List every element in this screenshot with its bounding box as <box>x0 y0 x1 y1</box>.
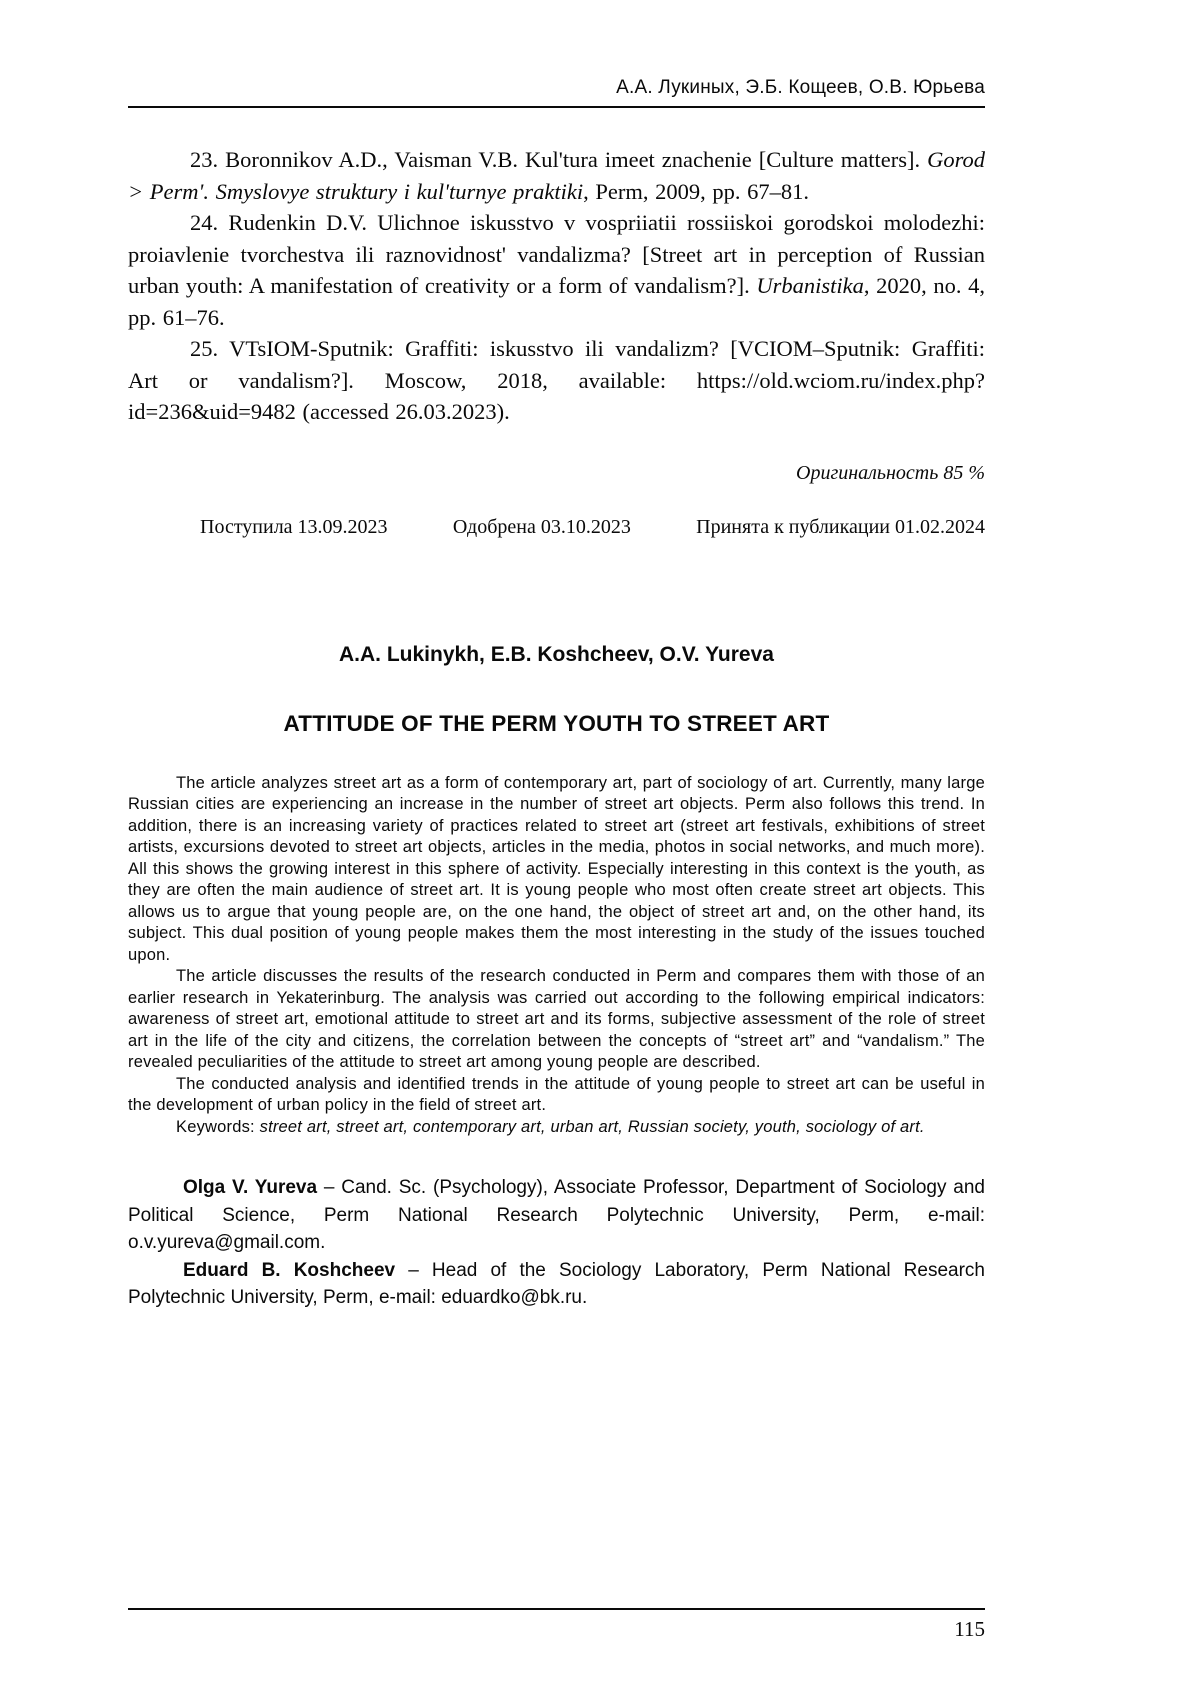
keywords-label: Keywords: <box>176 1117 260 1136</box>
date-accepted: Принята к публикации 01.02.2024 <box>696 515 985 538</box>
keywords-line <box>128 1117 985 1139</box>
date-received: Поступила 13.09.2023 <box>200 515 388 538</box>
reference-text: 25. VTsIOM-Sputnik: Graffiti: iskusstvo ili vandalizm? [VCIOM–Sputnik: Graffiti: Art or vandalism?]. Moscow, 2018, available: https://old.wciom.ru/index.php?id=236&uid=9482 (accessed 26.03.2023). <box>128 336 985 424</box>
originality-note: Оригинальность 85 % <box>796 461 985 484</box>
date-approved: Одобрена 03.10.2023 <box>452 515 631 538</box>
reference-text: , 2020, no. 4, pp. 61–76. <box>128 273 986 330</box>
abstract-paragraph-3: The conducted analysis and identified trends in the attitude of young people to street art can be useful in the development of urban policy in the field of street art. <box>128 1074 985 1114</box>
header-rule <box>128 106 985 108</box>
bio-koshcheev <box>128 1257 985 1312</box>
page-footer <box>128 1608 985 1642</box>
bio-yureva <box>128 1174 985 1257</box>
abstract-paragraph-2: The article discusses the results of the research conducted in Perm and compares them with those of an earlier research in Yekaterinburg. The analysis was carried out according to the following empirical indicators: awareness of street art, emotional attitude to street art and its forms, subjective assessment of the role of street art in the life of the city and citizens, the correlation between the concepts of “street art” and “vandalism.” The revealed peculiarities of the attitude to street art among young people are described. <box>128 967 985 1071</box>
abstract-block <box>128 773 985 1139</box>
keywords-list: street art, street art, contemporary art, urban art, Russian society, youth, sociology of art. <box>259 1117 925 1136</box>
footer-rule <box>128 1608 985 1610</box>
page-number: 115 <box>954 1617 985 1641</box>
bio-author-text: – Cand. Sc. (Psychology), Associate Professor, Department of Sociology and Political Science, Perm National Research Polytechnic University, Perm, e-mail: o.v.yureva@gmail.com. <box>128 1177 985 1253</box>
reference-text: 24. Rudenkin D.V. Ulichnoe iskusstvo v vospriiatii rossiiskoi gorodskoi molodezhi: proiavlenie tvorchestva ili raznovidnost' vandalizma? [Street art in perception of Russian urban youth: A manifestation of creativity or a form of vandalism?]. <box>128 210 985 298</box>
running-head-authors: А.А. Лукиных, Э.Б. Кощеев, О.В. Юрьева <box>616 77 985 98</box>
submission-dates-row <box>128 514 985 540</box>
reference-source-italic: Gorod > Perm'. Smyslovye struktury i kul'turnye praktiki <box>128 147 985 204</box>
reference-item-23 <box>128 144 985 207</box>
authors-english: A.A. Lukinykh, E.B. Koshcheev, O.V. Yureva <box>339 642 774 666</box>
reference-list <box>128 144 985 428</box>
reference-item-24 <box>128 207 985 333</box>
reference-item-25 <box>128 333 985 428</box>
bio-author-text: – Head of the Sociology Laboratory, Perm National Research Polytechnic University, Perm, e-mail: eduardko@bk.ru. <box>128 1259 986 1308</box>
reference-text: , Perm, 2009, pp. 67–81. <box>583 178 809 204</box>
reference-source-italic: Urbanistika <box>756 273 864 298</box>
bio-author-name: Olga V. Yureva <box>183 1177 318 1198</box>
author-bios <box>128 1174 985 1312</box>
bio-author-name: Eduard B. Koshcheev <box>183 1259 396 1281</box>
page-content <box>128 0 985 1312</box>
abstract-paragraph-1: The article analyzes street art as a form of contemporary art, part of sociology of art. Currently, many large Russian cities are experiencing an increase in the number of street art objects. Perm also follows this trend. In addition, there is an increasing variety of practices related to street art (street art festivals, exhibitions of street artists, excursions devoted to street art objects, articles in the media, photos in social networks, and much more). All this shows the growing interest in this sphere of activity. Especially interesting in this context is the youth, as they are often the main audience of street art. It is young people who most often create street art objects. This allows us to argue that young people are, on the one hand, the object of street art and, on the other hand, its subject. This dual position of young people makes them the most interesting in the study of the issues touched upon. <box>128 773 985 964</box>
article-title-english: ATTITUDE OF THE PERM YOUTH TO STREET ART <box>283 710 830 736</box>
reference-text: 23. Boronnikov A.D., Vaisman V.B. Kul'tura imeet znachenie [Culture matters]. <box>190 147 928 172</box>
